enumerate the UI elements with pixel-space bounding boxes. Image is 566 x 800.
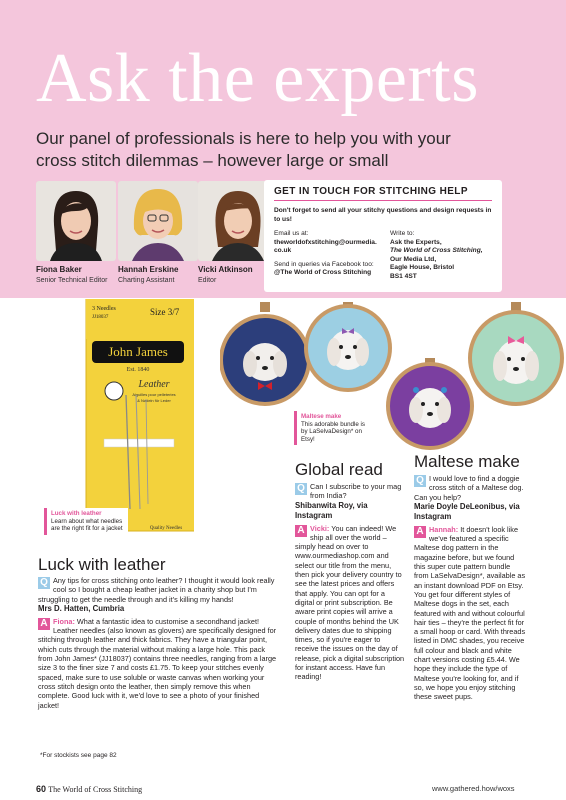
section-maltese: [414, 474, 526, 702]
address-line: Eagle House, Bristol: [390, 264, 455, 271]
expert-fiona: [36, 181, 116, 284]
expert-photo: [36, 181, 116, 261]
expert-photo: [118, 181, 198, 261]
answer-icon: A: [295, 525, 307, 537]
answer-text: What a fantastic idea to customise a secondhand jacket! Leather needles (also known as glovers) are specifically designed for stitching through leather and thick fabrics. They have a triangular point, which cuts through the material without making a large hole. This pack from John James* (JJ18037) contains three needles, ranging from a large size 3 to the finer size 7 and costs £1.75. To keep your stitches evenly spaced, make sure to use soluble or waste canvas when working your cross stitch design onto the leather, then simply remove this when complete. Good luck with it, we'd love to see a photo of your finished jacket!: [38, 616, 277, 710]
pack-desc1: Aiguilles pour pelleteries: [132, 392, 176, 397]
expert-name: Vicki Atkinson: [198, 265, 253, 274]
expert-role: Senior Technical Editor: [36, 277, 108, 284]
contact-address-col: [390, 230, 483, 281]
section-title-maltese: Maltese make: [414, 452, 520, 471]
pack-code: JJ18037: [92, 315, 109, 320]
email-link[interactable]: theworldofxstitching@ourmedia.co.uk: [274, 238, 377, 254]
expert-name: Hannah Erskine: [118, 265, 179, 274]
question-text: Can I subscribe to your mag from India?: [310, 482, 402, 501]
pack-est: Est. 1840: [126, 367, 150, 373]
page-title: Ask the experts: [36, 40, 479, 117]
pack-type: Leather: [138, 379, 170, 390]
pack-footer: Quality Needles: [149, 526, 183, 531]
asker: Marie Doyle DeLeonibus, via Instagram: [414, 501, 520, 521]
write-label: Write to:: [390, 230, 415, 237]
maltese-hoops-image: [220, 302, 566, 452]
address-line: Ask the Experts,: [390, 238, 442, 246]
question-text: I would love to find a doggie cross stitch of a Maltese dog. Can you help?: [414, 474, 524, 502]
needle-pack-image: [34, 299, 194, 539]
expert-role: Charting Assistant: [118, 277, 175, 284]
section-title-leather: Luck with leather: [38, 555, 166, 574]
answer-icon: A: [38, 618, 50, 630]
section-global: [295, 482, 405, 682]
section-leather: [38, 576, 278, 710]
expert-hannah: [118, 181, 198, 284]
question-icon: Q: [38, 577, 50, 589]
expert-name: Fiona Baker: [36, 265, 82, 274]
stockist-note: *For stockists see page 82: [40, 752, 117, 759]
leather-caption: [44, 508, 128, 535]
pack-count: 3 Needles: [92, 306, 116, 312]
answer-lead: Vicki:: [310, 523, 330, 533]
caption-title: Luck with leather: [51, 510, 102, 517]
question-text: Any tips for cross stitching onto leather? I thought it would look really cool so I bought a cheap leather jacket in a charity shop but I'm struggling to get the needle through and it's killing my hands!: [38, 576, 275, 604]
question-icon: Q: [414, 475, 426, 487]
page-number: 60: [36, 784, 47, 794]
facebook-link[interactable]: @The World of Cross Stitching: [274, 269, 372, 276]
pack-size: Size 3/7: [150, 307, 180, 317]
contact-heading: GET IN TOUCH FOR STITCHING HELP: [274, 186, 492, 201]
asker: Shibanwita Roy, via Instagram: [295, 500, 368, 520]
email-label: Email us at:: [274, 230, 309, 237]
answer-text: It doesn't look like we've featured a specific Maltese dog pattern in the magazine before, but we found this super cute pattern bundle from LaSelvaDesign*, available as an instant download PDF on Etsy. You get four different styles of Maltese dogs in the set, each featured with and without colourful hair ties – they're the perfect fit for a small hoop or card. With threads listed in DMC shades, you receive full colour and black and white chart versions costing £5.44. We hope they include the type of Maltese you're looking for, and if so, we hope you enjoy stitching these sweet pups.: [414, 524, 526, 702]
footer-url[interactable]: www.gathered.how/woxs: [432, 784, 515, 793]
caption-text: This adorable bundle is by LaSelvaDesign* on Etsy!: [301, 420, 365, 443]
expert-role: Editor: [198, 277, 217, 284]
contact-box: [264, 180, 502, 292]
asker: Mrs D. Hatten, Cumbria: [38, 603, 125, 613]
answer-lead: Hannah:: [429, 524, 459, 534]
pack-desc2: & Nadeln für Leder: [137, 398, 171, 403]
caption-title: Maltese make: [301, 413, 342, 420]
question-icon: Q: [295, 483, 307, 495]
section-title-global: Global read: [295, 460, 383, 479]
magazine-name: The World of Cross Stitching: [48, 785, 143, 794]
caption-text: Learn about what needles are the right fit for a jacket: [51, 517, 123, 532]
answer-text: You can indeed! We ship all over the world – simply head on over to www.ourmediashop.com and select our title from the menu, then pick your delivery country to see the latest prices and offers that apply. You can opt for a digital or print subscription. Be aware print copies will arrive a couple of months behind the UK delivery dates due to shipping times, so if you're eager to receive the issues on the day of release, pick a digital subscription for instant access. Have fun reading!: [295, 523, 405, 682]
facebook-label: Send in queries via Facebook too:: [274, 260, 374, 268]
address-line: Our Media Ltd,: [390, 255, 437, 263]
page-subtitle: Our panel of professionals is here to help you with your cross stitch dilemmas – however large or small: [36, 129, 451, 170]
contact-email-col: [274, 230, 380, 281]
answer-lead: Fiona:: [53, 616, 75, 626]
address-line: BS1 4ST: [390, 272, 417, 280]
page-footer-left: [36, 784, 142, 794]
answer-icon: A: [414, 526, 426, 538]
pack-brand: John James: [108, 344, 168, 359]
contact-intro: Don't forget to send all your stitchy questions and design requests in to us!: [274, 207, 492, 223]
maltese-caption: [294, 411, 376, 445]
address-line: The World of Cross Stitching,: [390, 247, 483, 254]
